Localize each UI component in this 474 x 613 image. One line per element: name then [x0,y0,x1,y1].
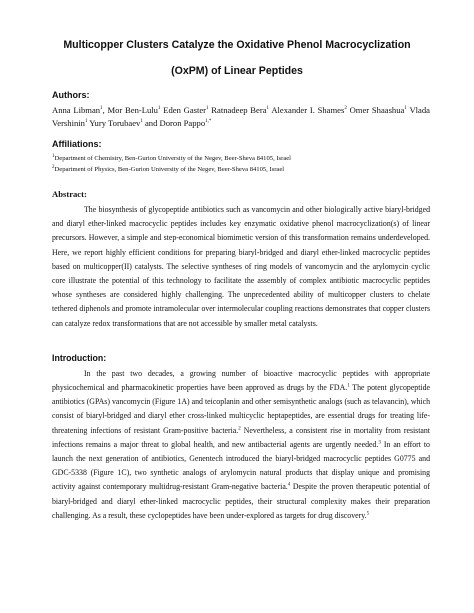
introduction-sentence: Despite the proven therapeutic potential of biaryl-bridged and diaryl ether-linked macrocyclic peptides, their structural complexity makes their preparation challenging. As a result, these cyclopeptides have been under-explored as targets for drug discovery. [52,482,430,520]
affiliation-item [52,164,430,175]
author-name: Vlada Vershinin [52,105,430,128]
author-affiliation-mark: 1 [404,106,407,112]
author-name: Eden Gaster [163,105,207,115]
authors-label: Authors: [52,90,90,100]
introduction-sentence: Nevertheless, a consistent rise in mortality from resistant infections remains a major threat to global health, and new antibacterial agents are urgently needed. [52,425,430,449]
affiliation-mark: 2 [52,164,55,170]
introduction-heading: Introduction: [52,352,107,363]
affiliation-list [44,153,430,175]
author-separator: and [142,117,160,128]
introduction-sentence: In an effort to launch the next generation of antibiotics, Genentech introduced the biaryl-bridged macrocyclic peptides G0775 and GDC-5338 (Figure 1C), two synthetic analogs of arylomycin natural products that display unique and promising activity against contemporary multidrug-resistant Gram-negative bacteria. [52,439,430,492]
author-affiliation-mark: 1 [100,106,103,112]
affiliation-item [52,153,430,164]
author-affiliation-mark: 1 [84,118,88,124]
author-affiliation-mark: 1,* [205,118,212,124]
affiliations-label: Affiliations: [52,139,102,149]
author-name: Yury Torubaev [89,117,141,128]
author-affiliation-mark: 1 [206,106,209,112]
citation-mark: 4 [287,482,291,488]
author-name: Doron Pappo [159,117,206,128]
author-name: Ratnadeep Bera [211,105,267,115]
introduction-sentence: The potent glycopeptide antibiotics (GPAs) vancomycin (Figure 1A) and teicoplanin and other semisynthetic analogs (such as telavancin), which consist of biaryl-bridged and diaryl ether cross-linked multicyclic heptapeptides, are essential drugs for treating life-threatening infections of resistant Gram-positive bacteria. [52,383,430,435]
citation-mark: 2 [238,426,241,432]
author-list [52,104,430,129]
author-name: Alexander I. Shames [271,105,345,115]
abstract-text: The biosynthesis of glycopeptide antibiotics such as vancomycin and other biologically active biaryl-bridged and diaryl ether-linked macrocyclic peptides includes key enzymatic oxidative phenol macrocyclization(s) of linear precursors. However, a simple and step-economical biomimetic version of this transformation remains underdeveloped. Here, we report highly efficient conditions for preparing biaryl-bridged and diaryl ether-linked macrocyclic peptides based on multicopper(II) catalysts. The selective syntheses of ring models of vancomycin and the arylomycin cyclic core illustrate the potential of this technology to facilitate the assembly of complex antibiotic macrocyclic peptides whose syntheses are considered highly challenging. The unprecedented ability of multicopper clusters to chelate tethered diphenols and promote intramolecular over intermolecular coupling reactions demonstrates that copper clusters can catalyze redox transformations that are not accessible by smaller metal catalysts. [52,205,430,328]
author-name: Anna Libman [52,105,101,115]
introduction-sentence: In the past two decades, a growing number of bioactive macrocyclic peptides with appropriate physicochemical and pharmacokinetic properties have been approved as drugs by the FDA. [52,368,430,393]
author-name: Mor Ben-Lulu [107,105,158,115]
author-affiliation-mark: 1 [266,106,270,112]
introduction-text [52,367,430,523]
abstract-heading: Abstract: [52,189,87,199]
citation-mark: 1 [347,383,350,389]
author-affiliation-mark: 1 [140,118,143,124]
author-affiliation-mark: 2 [344,106,347,112]
citation-mark: 3 [378,440,381,446]
affiliation-text: Department of Physics, Ben-Gurion University of the Negev, Beer-Sheva 84105, Israel [54,166,285,173]
author-name: Omer Shaashua [349,105,405,115]
affiliation-mark: 1 [52,153,55,159]
paper-title: Multicopper Clusters Catalyze the Oxidative Phenol Macrocyclization (OxPM) of Linear Peptides [63,39,411,77]
author-separator: , [102,105,108,115]
author-affiliation-mark: 1 [157,106,161,112]
citation-mark: 5 [366,511,370,517]
affiliation-text: Department of Chemistry, Ben-Gurion University of the Negev, Beer-Sheva 84105, Israel [54,155,292,162]
